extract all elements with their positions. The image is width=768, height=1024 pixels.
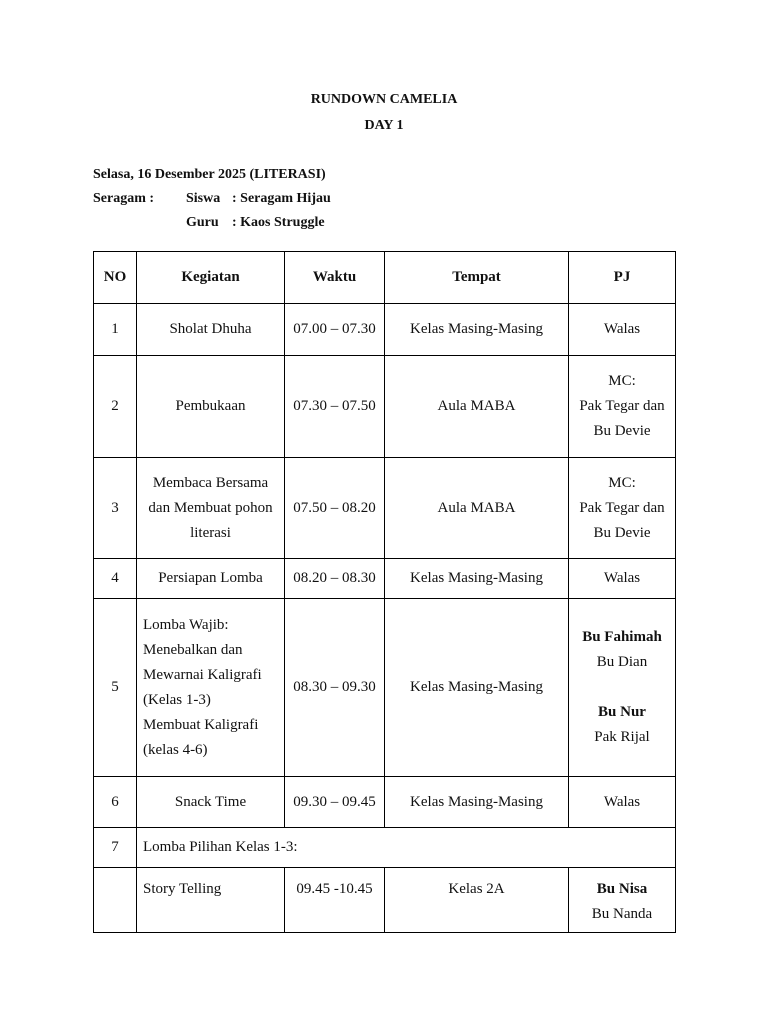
pj-line: MC:	[608, 373, 636, 389]
table-row	[94, 458, 676, 559]
row-pj: Walas	[569, 304, 676, 356]
table-row	[94, 304, 676, 356]
table-row	[94, 868, 676, 933]
row-no: 5	[94, 599, 137, 777]
pj-line: Pak Tegar dan	[579, 499, 665, 516]
guru-label: Guru	[186, 215, 219, 230]
header-waktu: Waktu	[285, 252, 385, 304]
row-waktu: 09.30 – 09.45	[285, 777, 385, 828]
rundown-table	[93, 251, 676, 933]
row-kegiatan: Pembukaan	[137, 356, 285, 458]
row-tempat: Kelas Masing-Masing	[385, 777, 569, 828]
kegiatan-line: dan Membuat pohon	[148, 499, 273, 516]
kegiatan-line: literasi	[190, 524, 231, 541]
date-line: Selasa, 16 Desember 2025 (LITERASI)	[93, 167, 326, 182]
row-pj: Walas	[569, 777, 676, 828]
row-no: 6	[94, 777, 137, 828]
pj-line	[575, 700, 669, 725]
kegiatan-line: (kelas 4-6)	[143, 741, 208, 758]
row-kegiatan: Persiapan Lomba	[137, 559, 285, 599]
row-tempat: Aula MABA	[385, 356, 569, 458]
pj-line: Pak Tegar dan	[579, 398, 665, 414]
kegiatan-line: Membaca Bersama	[152, 474, 269, 491]
pj-line: Bu Nanda	[591, 906, 653, 922]
row-kegiatan	[137, 458, 285, 559]
guru-value: : Kaos Struggle	[232, 215, 325, 230]
row-waktu: 08.30 – 09.30	[285, 599, 385, 777]
row-tempat: Kelas Masing-Masing	[385, 599, 569, 777]
row-waktu: 09.45 -10.45	[285, 868, 385, 933]
table-row	[94, 559, 676, 599]
row-tempat: Kelas Masing-Masing	[385, 304, 569, 356]
row-waktu: 07.50 – 08.20	[285, 458, 385, 559]
siswa-value: : Seragam Hijau	[232, 191, 331, 206]
row-no: 4	[94, 559, 137, 599]
pj-name-bold: Bu Nur	[598, 704, 646, 720]
row-no: 7	[94, 828, 137, 868]
kegiatan-line: Membuat Kaligrafi	[143, 716, 259, 733]
row-pj	[569, 868, 676, 933]
row-tempat: Kelas Masing-Masing	[385, 559, 569, 599]
pj-line: Pak Rijal	[594, 729, 650, 745]
table-row	[94, 356, 676, 458]
header-tempat: Tempat	[385, 252, 569, 304]
row-pj: Walas	[569, 559, 676, 599]
kegiatan-line: Mewarnai Kaligrafi	[143, 666, 262, 683]
pj-line: Bu Dian	[596, 654, 648, 670]
table-row	[94, 599, 676, 777]
table-row	[94, 777, 676, 828]
row-kegiatan-span: Lomba Pilihan Kelas 1-3:	[137, 828, 676, 868]
row-waktu: 07.30 – 07.50	[285, 356, 385, 458]
row-kegiatan: Sholat Dhuha	[137, 304, 285, 356]
header-kegiatan: Kegiatan	[137, 252, 285, 304]
row-kegiatan: Story Telling	[137, 868, 285, 933]
header-pj: PJ	[569, 252, 676, 304]
header-no: NO	[94, 252, 137, 304]
pj-name-bold: Bu Fahimah	[582, 629, 662, 645]
pj-name-bold: Bu Nisa	[596, 881, 648, 897]
row-no: 2	[94, 356, 137, 458]
table-header-row	[94, 252, 676, 304]
kegiatan-line: (Kelas 1-3)	[143, 691, 211, 708]
table-row	[94, 828, 676, 868]
row-kegiatan	[137, 599, 285, 777]
pj-line	[575, 877, 669, 902]
pj-line: Bu Devie	[593, 524, 651, 541]
row-no: 1	[94, 304, 137, 356]
row-pj	[569, 458, 676, 559]
pj-line: MC:	[608, 474, 636, 491]
row-waktu: 07.00 – 07.30	[285, 304, 385, 356]
kegiatan-line: Lomba Wajib:	[143, 616, 229, 633]
row-tempat: Aula MABA	[385, 458, 569, 559]
seragam-label: Seragam :	[93, 191, 155, 206]
row-pj	[569, 356, 676, 458]
row-pj	[569, 599, 676, 777]
document-title: RUNDOWN CAMELIA	[310, 92, 458, 107]
row-tempat: Kelas 2A	[385, 868, 569, 933]
row-no	[94, 868, 137, 933]
siswa-label: Siswa	[186, 191, 221, 206]
pj-line: Bu Devie	[593, 423, 651, 439]
row-waktu: 08.20 – 08.30	[285, 559, 385, 599]
row-kegiatan: Snack Time	[137, 777, 285, 828]
pj-line	[575, 625, 669, 650]
pj-spacer	[575, 675, 669, 700]
kegiatan-line: Menebalkan dan	[143, 641, 243, 658]
document-day: DAY 1	[364, 118, 404, 133]
row-no: 3	[94, 458, 137, 559]
